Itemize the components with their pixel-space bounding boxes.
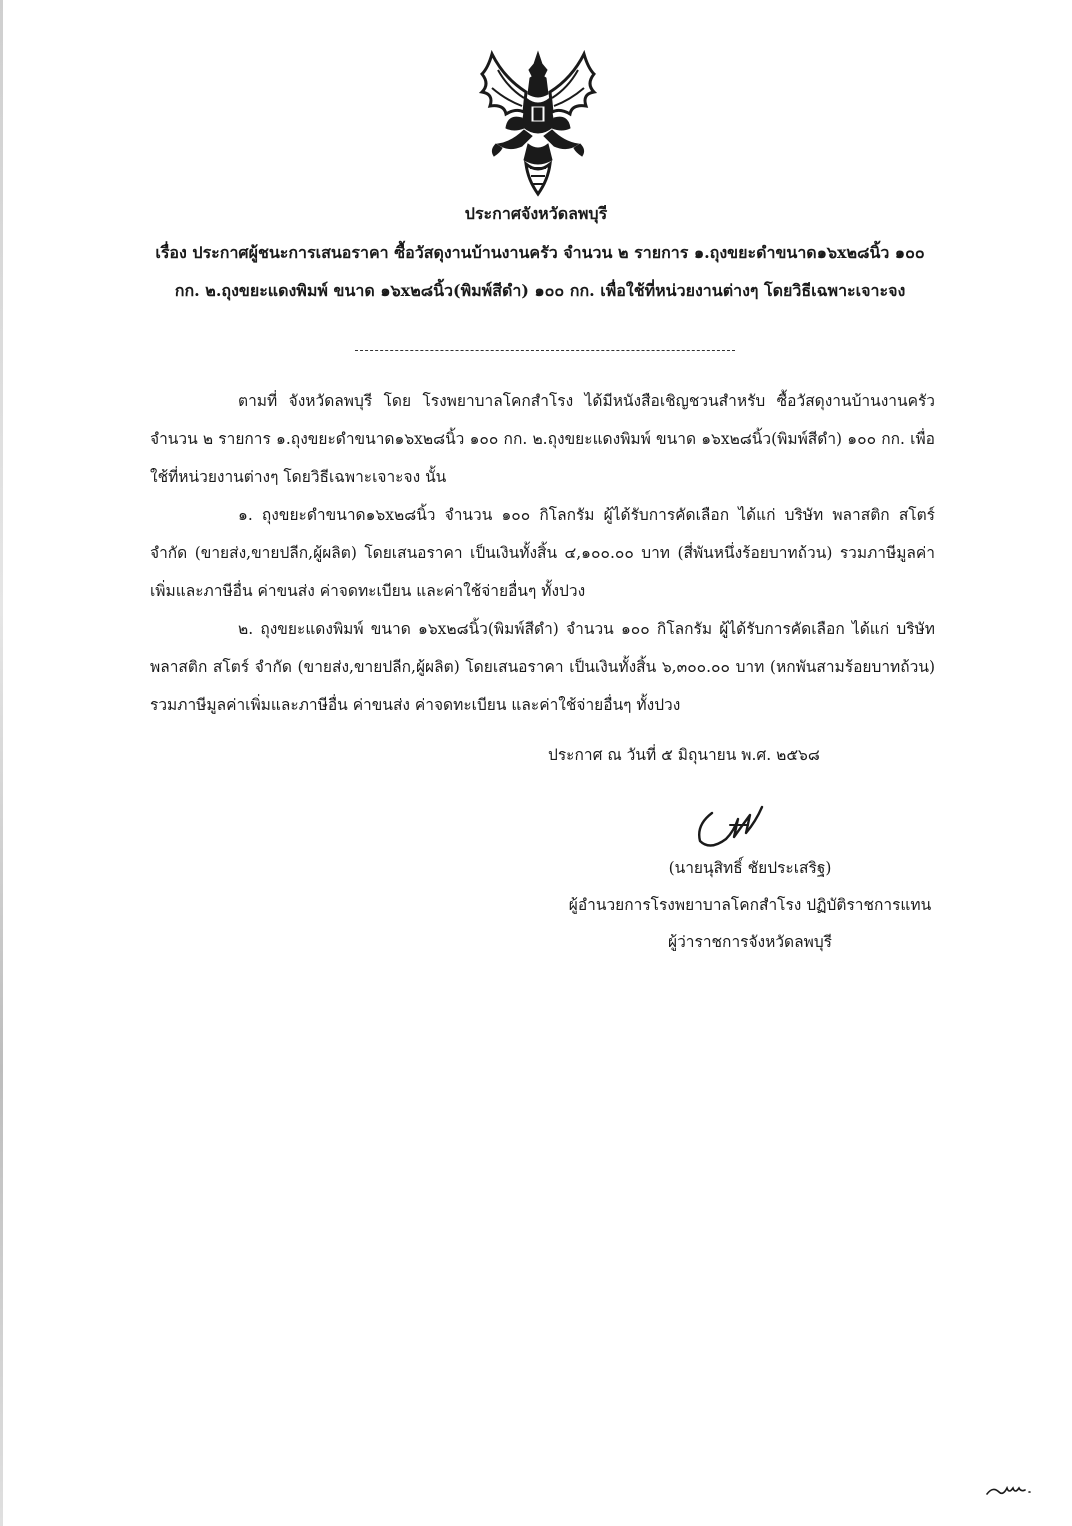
item-2-paragraph: ๒. ถุงขยะแดงพิมพ์ ขนาด ๑๖x๒๘นิ้ว(พิมพ์สีดำ) จำนวน ๑๐๐ กิโลกรัม ผู้ได้รับการคัดเลือก ได้แก่ บริษัท พลาสติก สโตร์ จำกัด (ขายส่ง,ขายปลีก,ผู้ผลิต) โดยเสนอราคา เป็นเงินทั้งสิ้น ๖,๓๐๐.๐๐ บาท (หกพันสามร้อยบาทถ้วน) รวมภาษีมูลค่าเพิ่มและภาษีอื่น ค่าขนส่ง ค่าจดทะเบียน และค่าใช้จ่ายอื่นๆ ทั้งปวง [150, 620, 935, 714]
document-body [150, 382, 935, 724]
signer-name: (นายนุสิทธิ์ ชัยประเสริฐ) [668, 859, 832, 877]
signer-position: ผู้อำนวยการโรงพยาบาลโคกสำโรง ปฏิบัติราชการแทน [568, 896, 932, 914]
signer-authority: ผู้ว่าราชการจังหวัดลพบุรี [668, 933, 832, 951]
intro-paragraph: ตามที่ จังหวัดลพบุรี โดย โรงพยาบาลโคกสำโรง ได้มีหนังสือเชิญชวนสำหรับ ซื้อวัสดุงานบ้านงานครัว จำนวน ๒ รายการ ๑.ถุงขยะดำขนาด๑๖x๒๘นิ้ว ๑๐๐ กก. ๒.ถุงขยะแดงพิมพ์ ขนาด ๑๖x๒๘นิ้ว(พิมพ์สีดำ) ๑๐๐ กก. เพื่อใช้ที่หน่วยงานต่างๆ โดยวิธีเฉพาะเจาะจง นั้น [150, 392, 935, 486]
scan-edge-shadow [0, 0, 3, 1526]
item-1-paragraph: ๑. ถุงขยะดำขนาด๑๖x๒๘นิ้ว จำนวน ๑๐๐ กิโลกรัม ผู้ได้รับการคัดเลือก ได้แก่ บริษัท พลาสติก สโตร์ จำกัด (ขายส่ง,ขายปลีก,ผู้ผลิต) โดยเสนอราคา เป็นเงินทั้งสิ้น ๔,๑๐๐.๐๐ บาท (สี่พันหนึ่งร้อยบาทถ้วน) รวมภาษีมูลค่าเพิ่มและภาษีอื่น ค่าขนส่ง ค่าจดทะเบียน และค่าใช้จ่ายอื่นๆ ทั้งปวง [150, 506, 935, 600]
announcement-date: ประกาศ ณ วันที่ ๕ มิถุนายน พ.ศ. ๒๕๖๘ [548, 746, 820, 764]
document-subject: เรื่อง ประกาศผู้ชนะการเสนอราคา ซื้อวัสดุงานบ้านงานครัว จำนวน ๒ รายการ ๑.ถุงขยะดำขนาด๑๖x๒๘นิ้ว ๑๐๐ กก. ๒.ถุงขยะแดงพิมพ์ ขนาด ๑๖x๒๘นิ้ว(พิมพ์สีดำ) ๑๐๐ กก. เพื่อใช้ที่หน่วยงานต่างๆ โดยวิธีเฉพาะเจาะจง [155, 243, 925, 300]
signer-block [555, 850, 945, 961]
signature-icon [690, 795, 770, 851]
document-title: ประกาศจังหวัดลพบุรี [464, 204, 608, 223]
garuda-emblem-icon [468, 48, 608, 198]
separator-line [355, 350, 735, 351]
initials-icon [985, 1478, 1033, 1500]
